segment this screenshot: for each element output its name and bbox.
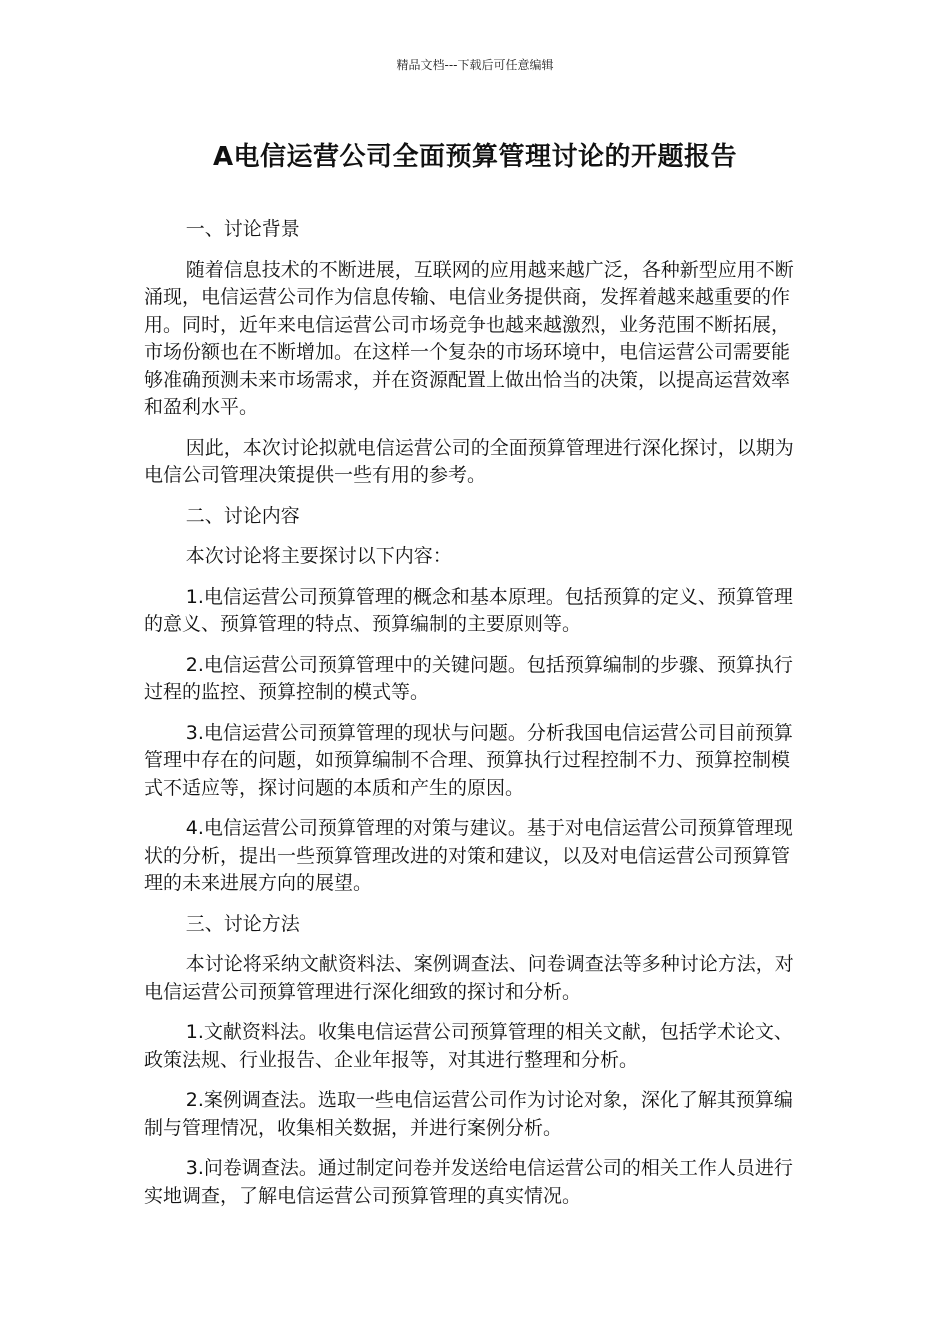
section-heading-method: 三、讨论方法 (185, 912, 300, 935)
section-heading-content: 二、讨论内容 (185, 504, 300, 527)
list-item: 4.电信运营公司预算管理的对策与建议。基于对电信运营公司预算管理现状的分析，提出一些预算管理改进的对策和建议，以及对电信运营公司预算管理的未来进展方向的展望。 (144, 817, 793, 894)
list-item: 3.问卷调查法。通过制定问卷并发送给电信运营公司的相关工作人员进行实地调查，了解电信运营公司预算管理的真实情况。 (144, 1157, 793, 1207)
list-item: 3.电信运营公司预算管理的现状与问题。分析我国电信运营公司目前预算管理中存在的问题，如预算编制不合理、预算执行过程控制不力、预算控制模式不适应等，探讨问题的本质和产生的原因。 (144, 721, 793, 799)
section-heading-background: 一、讨论背景 (185, 218, 300, 240)
document-body (144, 216, 804, 1223)
list-item: 2.案例调查法。选取一些电信运营公司作为讨论对象，深化了解其预算编制与管理情况，收集相关数据，并进行案例分析。 (144, 1089, 793, 1139)
list-item: 1.文献资料法。收集电信运营公司预算管理的相关文献，包括学术论文、政策法规、行业报告、企业年报等，对其进行整理和分析。 (144, 1021, 793, 1071)
paragraph: 本次讨论将主要探讨以下内容： (185, 545, 452, 567)
paragraph: 因此，本次讨论拟就电信运营公司的全面预算管理进行深化探讨，以期为电信公司管理决策提供一些有用的参考。 (144, 436, 794, 486)
list-item: 2.电信运营公司预算管理中的关键问题。包括预算编制的步骤、预算执行过程的监控、预算控制的模式等。 (144, 653, 793, 703)
paragraph: 本讨论将采纳文献资料法、案例调查法、问卷调查法等多种讨论方法，对电信运营公司预算管理进行深化细致的探讨和分析。 (144, 953, 794, 1003)
paragraph: 随着信息技术的不断进展，互联网的应用越来越广泛，各种新型应用不断涌现，电信运营公司作为信息传输、电信业务提供商，发挥着越来越重要的作用。同时，近年来电信运营公司市场竞争也越来越激烈，业务范围不断拓展，市场份额也在不断增加。在这样一个复杂的市场环境中，电信运营公司需要能够准确预测未来市场需求，并在资源配置上做出恰当的决策，以提高运营效率和盈利水平。 (144, 258, 794, 418)
document-title: A电信运营公司全面预算管理讨论的开题报告 (212, 142, 738, 172)
header-note: 精品文档---下载后可任意编辑 (396, 58, 554, 72)
list-item: 1.电信运营公司预算管理的概念和基本原理。包括预算的定义、预算管理的意义、预算管理的特点、预算编制的主要原则等。 (144, 585, 793, 635)
